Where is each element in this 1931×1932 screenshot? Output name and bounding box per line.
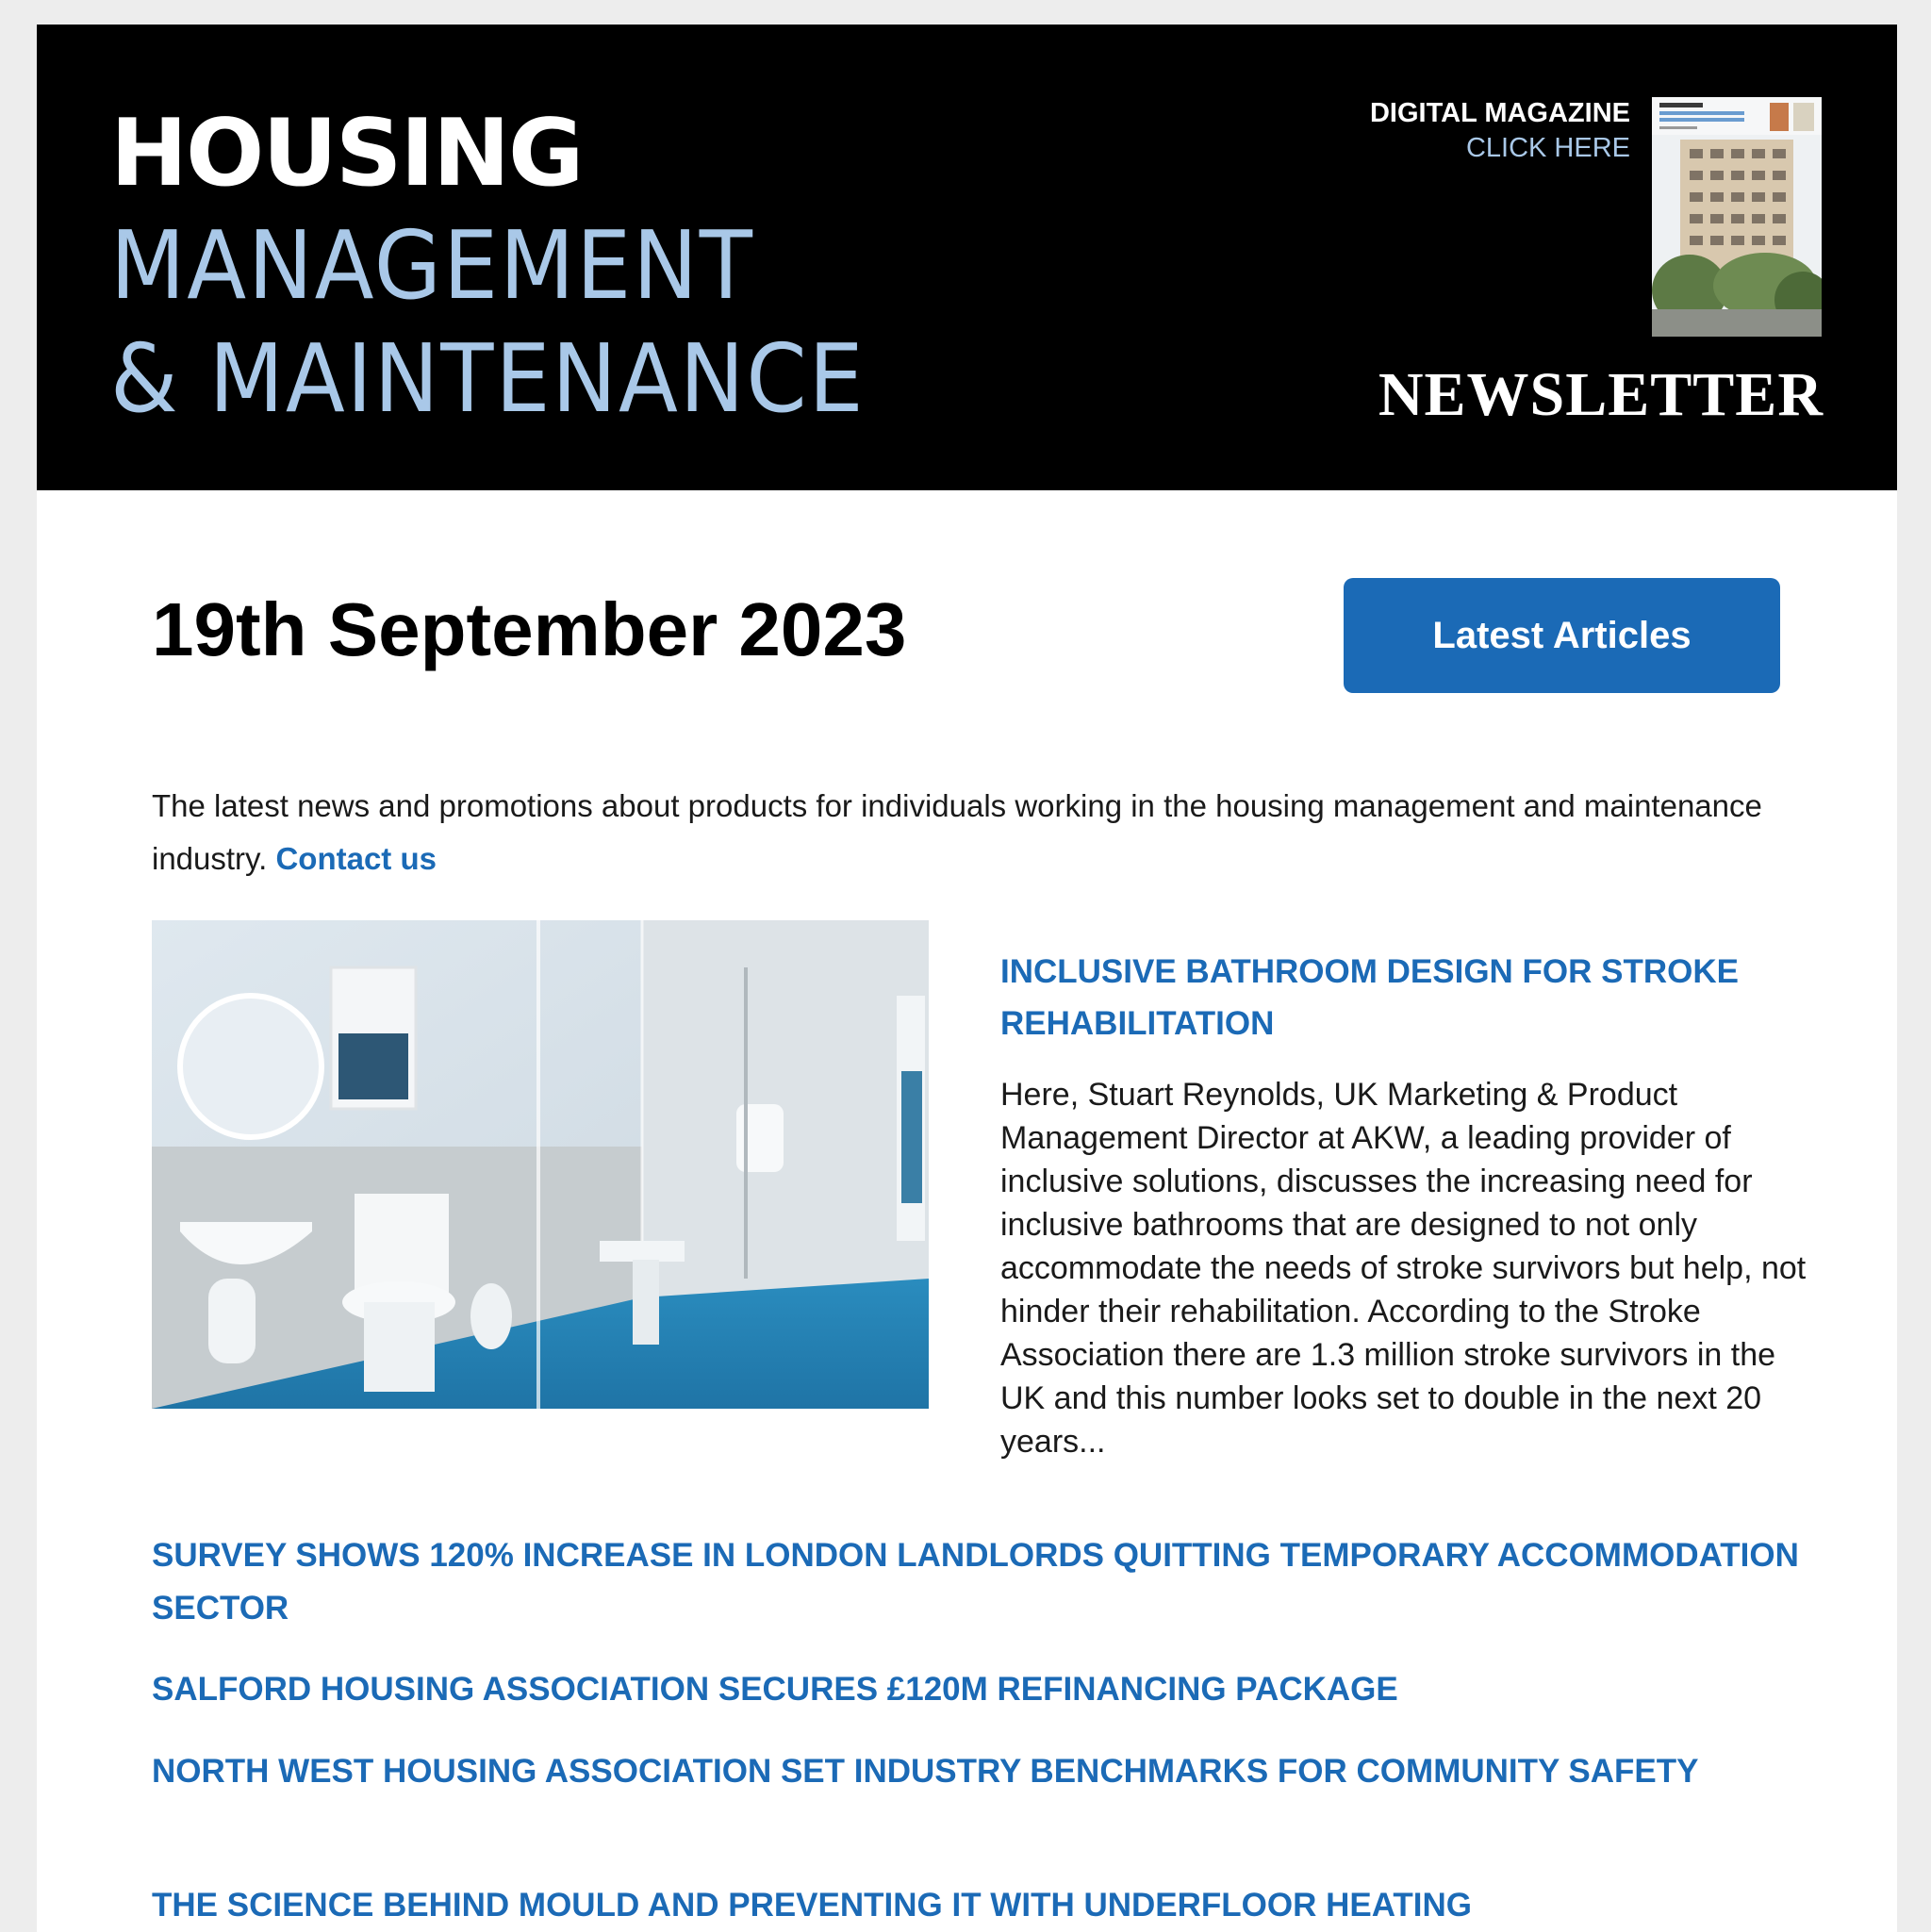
logo-management[interactable]: MANAGEMENT	[110, 210, 754, 321]
newsletter-card	[37, 25, 1897, 1932]
feature-article-summary: Here, Stuart Reynolds, UK Marketing & Product Management Director at AKW, a leading provider of inclusive solutions, discusses the increasing need for inclusive bathrooms that are designed to not only accommodate the needs of stroke survivors but help, not hinder their rehabilitation. According to the Stroke Association there are 1.3 million stroke survivors in the UK and this number looks set to double in the next 20 years...	[1000, 1077, 1807, 1460]
contact-us-link[interactable]: Contact us	[275, 841, 437, 876]
magazine-cover-image[interactable]	[1652, 97, 1822, 337]
logo-housing[interactable]: HOUSING	[110, 100, 583, 207]
newsletter-header	[37, 25, 1897, 490]
headline-link[interactable]: SALFORD HOUSING ASSOCIATION SECURES £120M REFINANCING PACKAGE	[152, 1671, 1398, 1708]
click-here-link[interactable]: CLICK HERE	[1465, 133, 1630, 163]
headline-link[interactable]: THE SCIENCE BEHIND MOULD AND PREVENTING IT WITH UNDERFLOOR HEATING	[152, 1887, 1472, 1924]
newsletter-label: NEWSLETTER	[1378, 360, 1824, 429]
headline-link[interactable]: SURVEY SHOWS 120% INCREASE IN LONDON LANDLORDS QUITTING TEMPORARY ACCOMMODATION SECTOR	[152, 1537, 1799, 1627]
bathroom-illustration	[152, 920, 929, 1409]
feature-article-image[interactable]	[152, 920, 929, 1409]
digital-magazine-label[interactable]: DIGITAL MAGAZINE	[1369, 98, 1630, 128]
headline-link[interactable]: NORTH WEST HOUSING ASSOCIATION SET INDUSTRY BENCHMARKS FOR COMMUNITY SAFETY	[152, 1753, 1699, 1790]
magazine-cover-art	[1652, 97, 1822, 337]
latest-articles-button[interactable]: Latest Articles	[1344, 578, 1780, 693]
intro-paragraph	[152, 780, 1811, 885]
issue-date: 19th September 2023	[152, 587, 907, 671]
logo-maintenance[interactable]: & MAINTENANCE	[110, 323, 866, 434]
intro-text: The latest news and promotions about products for individuals working in the housing management and maintenance industry.	[152, 788, 1762, 876]
feature-article-title[interactable]: INCLUSIVE BATHROOM DESIGN FOR STROKE REHABILITATION	[1000, 953, 1739, 1042]
